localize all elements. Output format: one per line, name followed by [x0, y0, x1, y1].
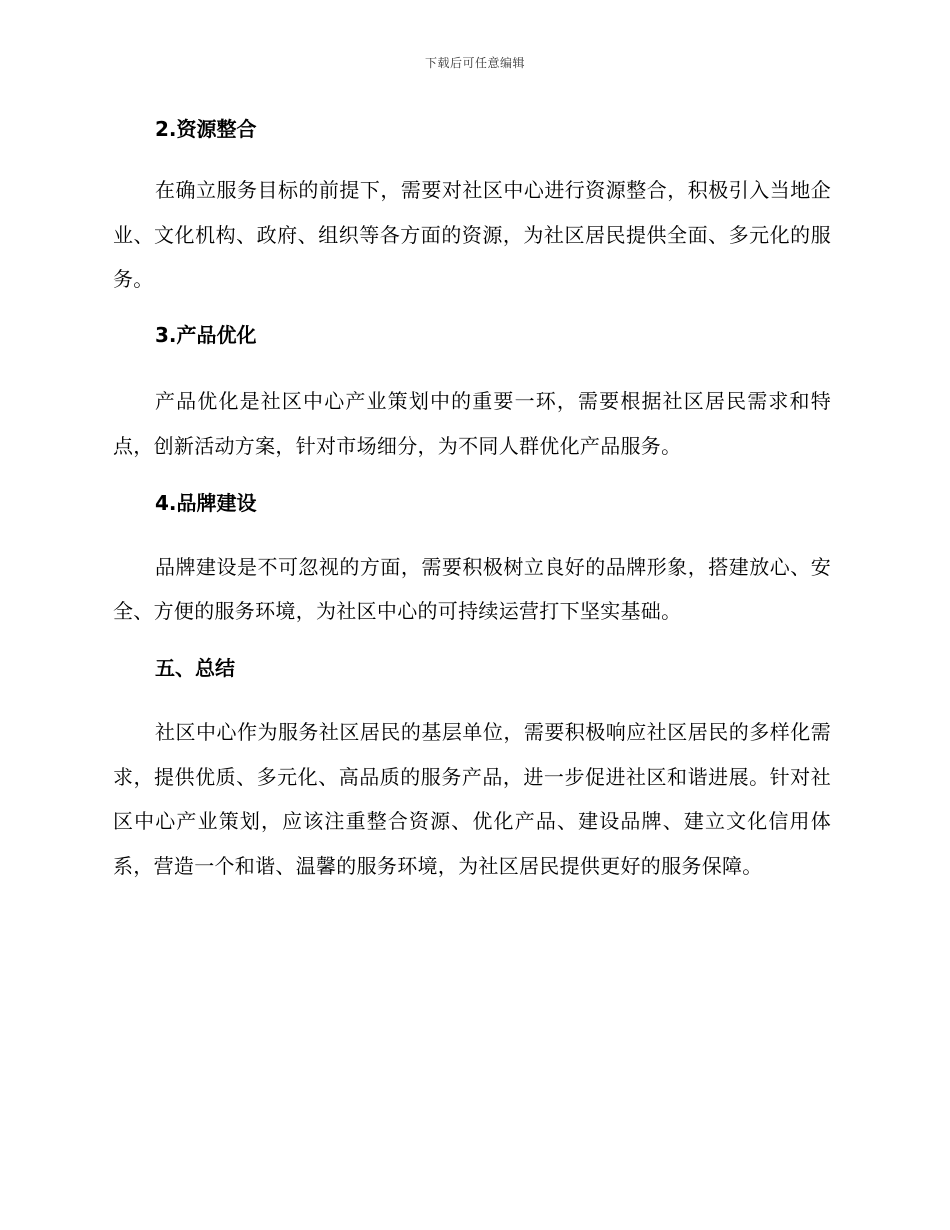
section-heading-brand-building: 4.品牌建设	[155, 490, 257, 515]
document-body	[113, 113, 831, 889]
section-paragraph-resource-integration: 在确立服务目标的前提下，需要对社区中心进行资源整合，积极引入当地企业、文化机构、政府、组织等各方面的资源，为社区居民提供全面、多元化的服务。	[113, 178, 831, 292]
section-heading-product-optimization: 3.产品优化	[155, 323, 257, 348]
section-heading-resource-integration: 2.资源整合	[155, 117, 257, 141]
section-heading-summary: 五、总结	[155, 655, 235, 680]
page-header: 下载后可任意编辑	[424, 56, 525, 70]
section-paragraph-summary: 社区中心作为服务社区居民的基层单位，需要积极响应社区居民的多样化需求，提供优质、多元化、高品质的服务产品，进一步促进社区和谐进展。针对社区中心产业策划，应该注重整合资源、优化产品、建设品牌、建立文化信用体系，营造一个和谐、温馨的服务环境，为社区居民提供更好的服务保障。	[113, 719, 831, 879]
section-paragraph-brand-building: 品牌建设是不可忽视的方面，需要积极树立良好的品牌形象，搭建放心、安全、方便的服务环境，为社区中心的可持续运营打下坚实基础。	[113, 554, 831, 624]
section-paragraph-product-optimization: 产品优化是社区中心产业策划中的重要一环，需要根据社区居民需求和特点，创新活动方案，针对市场细分，为不同人群优化产品服务。	[113, 389, 831, 458]
